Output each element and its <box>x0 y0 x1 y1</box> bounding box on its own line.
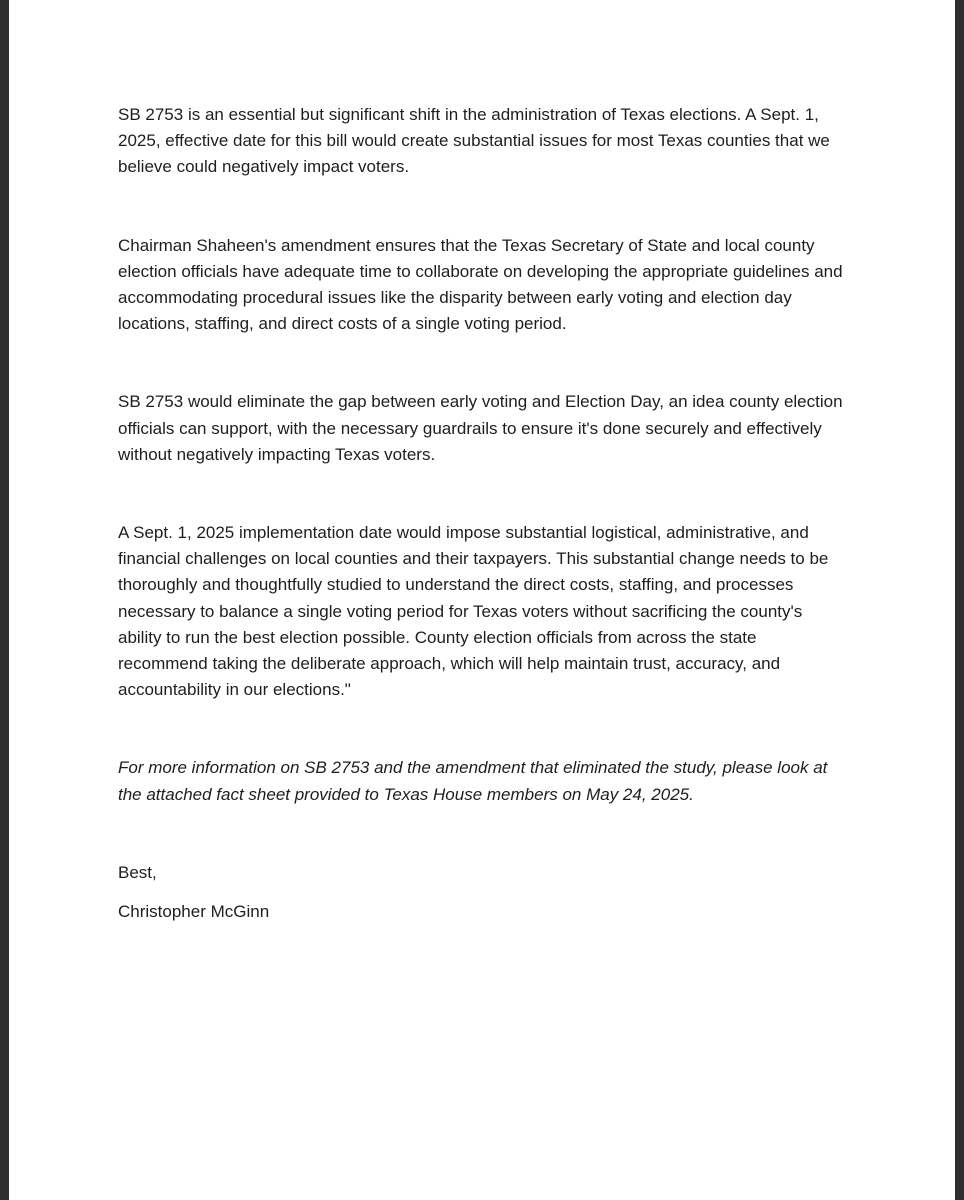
closing-line: Best, <box>118 862 157 882</box>
signature: Christopher McGinn <box>118 902 270 922</box>
document-page <box>9 0 955 1200</box>
paragraph-2: Chairman Shaheen's amendment ensures that the Texas Secretary of State and local county election officials have adequate time to collaborate on developing the appropriate guidelines and accommodating procedural issues like the disparity between early voting and election day locations, staffing, and direct costs of a single voting period. <box>118 235 843 334</box>
paragraph-4: A Sept. 1, 2025 implementation date would impose substantial logistical, administrative, and financial challenges on local counties and their taxpayers. This substantial change needs to be thoroughly and thoughtfully studied to understand the direct costs, staffing, and processes necessary to balance a single voting period for Texas voters without sacrificing the county's ability to run the best election possible. County election officials from across the state recommend taking the deliberate approach, which will help maintain trust, accuracy, and accountability in our elections." <box>118 523 829 700</box>
letter-body <box>118 102 846 925</box>
right-border <box>955 0 964 1200</box>
paragraph-3: SB 2753 would eliminate the gap between early voting and Election Day, an idea county election officials can support, with the necessary guardrails to ensure it's done securely and effectively without negatively impacting Texas voters. <box>118 392 843 464</box>
fact-sheet-note: For more information on SB 2753 and the amendment that eliminated the study, please look at the attached fact sheet provided to Texas House members on May 24, 2025. <box>118 758 828 804</box>
paragraph-1: SB 2753 is an essential but significant shift in the administration of Texas elections. A Sept. 1, 2025, effective date for this bill would create substantial issues for most Texas counties that we believe could negatively impact voters. <box>118 105 830 177</box>
left-border <box>0 0 9 1200</box>
